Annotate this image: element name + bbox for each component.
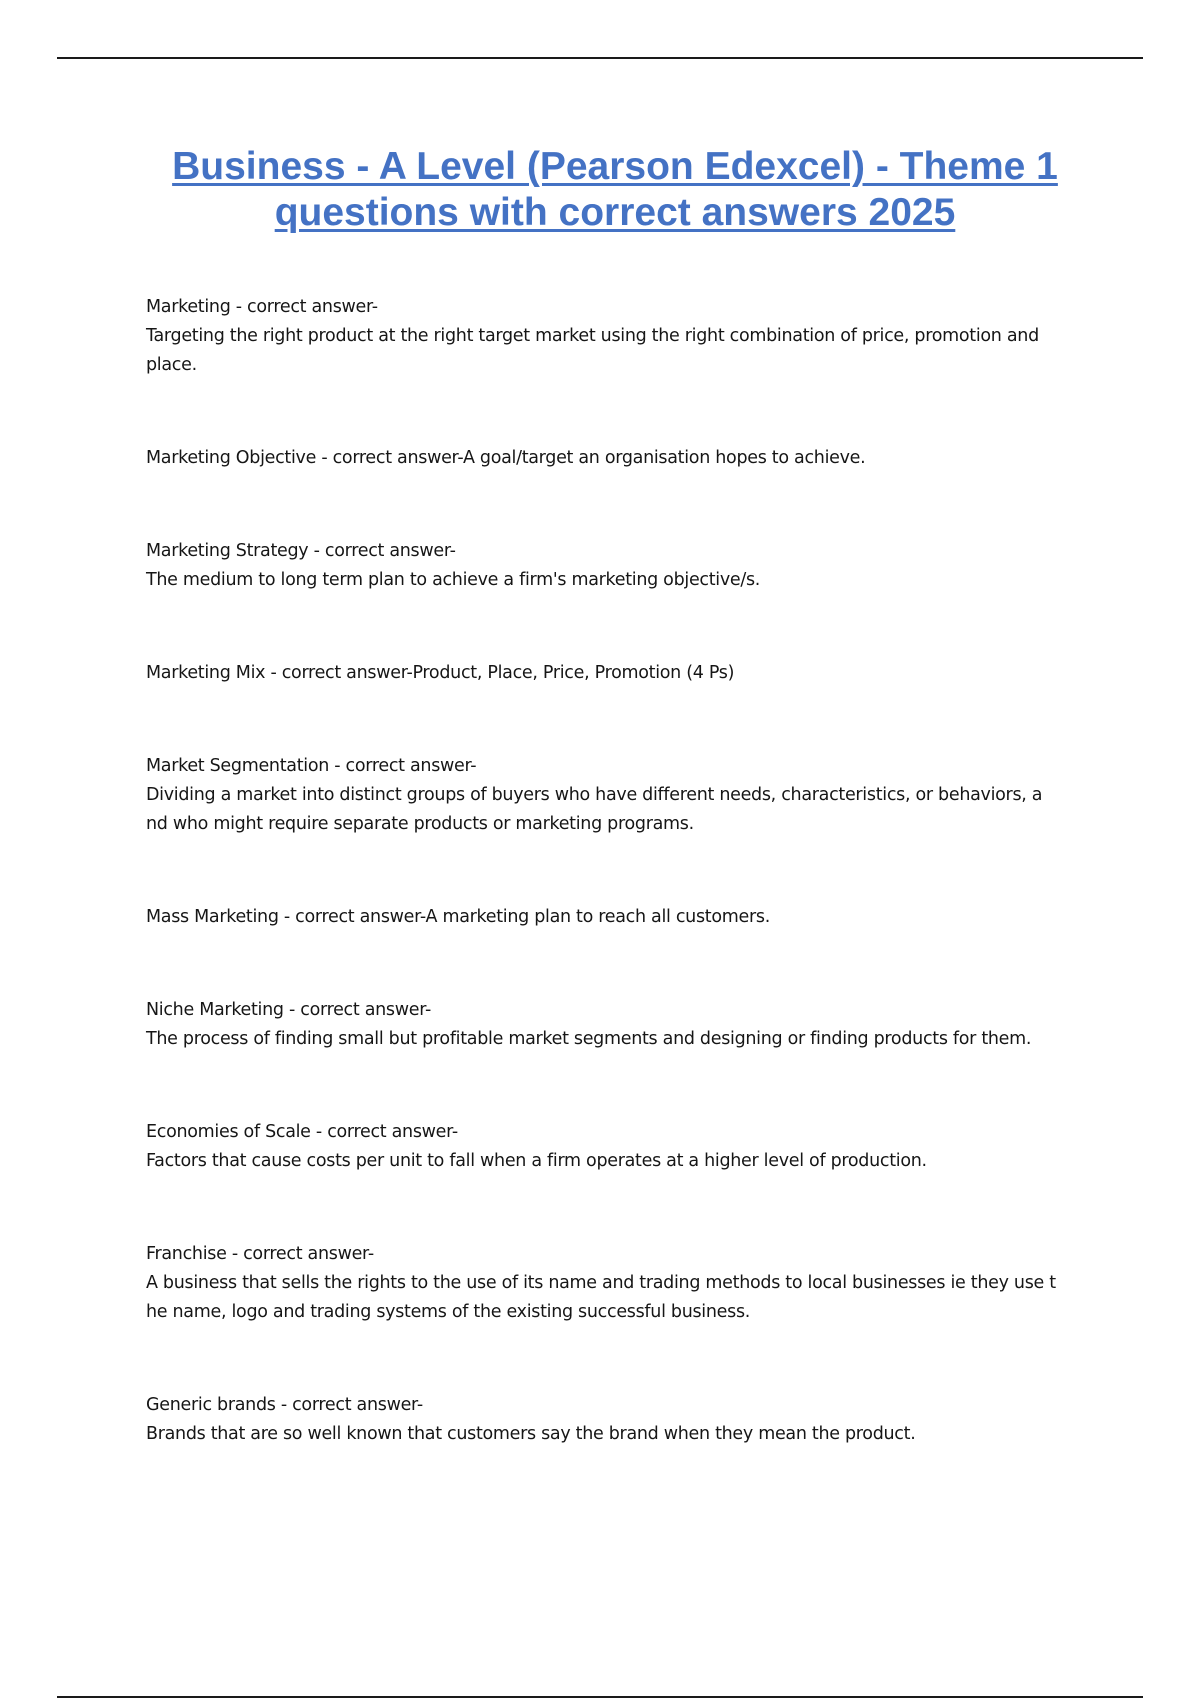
qa-item-generic-brands bbox=[146, 1391, 1091, 1449]
qa-line: Market Segmentation - correct answer- bbox=[146, 756, 477, 776]
qa-line: Targeting the right product at the right target market using the right combination of price, promotion and bbox=[146, 326, 1039, 346]
document-title bbox=[120, 144, 1110, 236]
title-line-2: questions with correct answers 2025 bbox=[274, 191, 956, 234]
qa-line: Niche Marketing - correct answer- bbox=[146, 1000, 431, 1020]
qa-line: Factors that cause costs per unit to fall when a firm operates at a higher level of production. bbox=[146, 1151, 927, 1171]
qa-line: A business that sells the rights to the use of its name and trading methods to local businesses ie they use t bbox=[146, 1273, 1056, 1293]
qa-item-marketing-strategy bbox=[146, 537, 1091, 595]
qa-line: The process of finding small but profitable market segments and designing or finding products for them. bbox=[146, 1029, 1032, 1049]
qa-line: he name, logo and trading systems of the existing successful business. bbox=[146, 1302, 751, 1322]
qa-list bbox=[146, 293, 1091, 1449]
qa-line: Marketing - correct answer- bbox=[146, 297, 378, 317]
qa-item-marketing-mix bbox=[146, 659, 1091, 688]
qa-line: place. bbox=[146, 355, 197, 375]
qa-item-franchise bbox=[146, 1240, 1091, 1327]
qa-line: Brands that are so well known that customers say the brand when they mean the product. bbox=[146, 1424, 916, 1444]
qa-line: nd who might require separate products or marketing programs. bbox=[146, 814, 694, 834]
qa-item-economies-of-scale bbox=[146, 1118, 1091, 1176]
qa-line: Generic brands - correct answer- bbox=[146, 1395, 423, 1415]
qa-item-mass-marketing bbox=[146, 903, 1091, 932]
top-rule bbox=[57, 57, 1143, 59]
qa-line: Mass Marketing - correct answer-A marketing plan to reach all customers. bbox=[146, 907, 770, 927]
bottom-rule bbox=[57, 1696, 1143, 1698]
qa-line: Economies of Scale - correct answer- bbox=[146, 1122, 458, 1142]
qa-item-niche-marketing bbox=[146, 996, 1091, 1054]
qa-line: Franchise - correct answer- bbox=[146, 1244, 374, 1264]
qa-line: Dividing a market into distinct groups of buyers who have different needs, characteristics, or behaviors, a bbox=[146, 785, 1043, 805]
qa-item-marketing-objective bbox=[146, 444, 1091, 473]
qa-item-market-segmentation bbox=[146, 752, 1091, 839]
qa-line: Marketing Mix - correct answer-Product, Place, Price, Promotion (4 Ps) bbox=[146, 663, 735, 683]
qa-line: The medium to long term plan to achieve a firm's marketing objective/s. bbox=[146, 570, 761, 590]
qa-item-marketing bbox=[146, 293, 1091, 380]
qa-line: Marketing Strategy - correct answer- bbox=[146, 541, 456, 561]
qa-line: Marketing Objective - correct answer-A goal/target an organisation hopes to achieve. bbox=[146, 448, 866, 468]
title-line-1: Business - A Level (Pearson Edexcel) - Theme 1 bbox=[172, 145, 1058, 188]
